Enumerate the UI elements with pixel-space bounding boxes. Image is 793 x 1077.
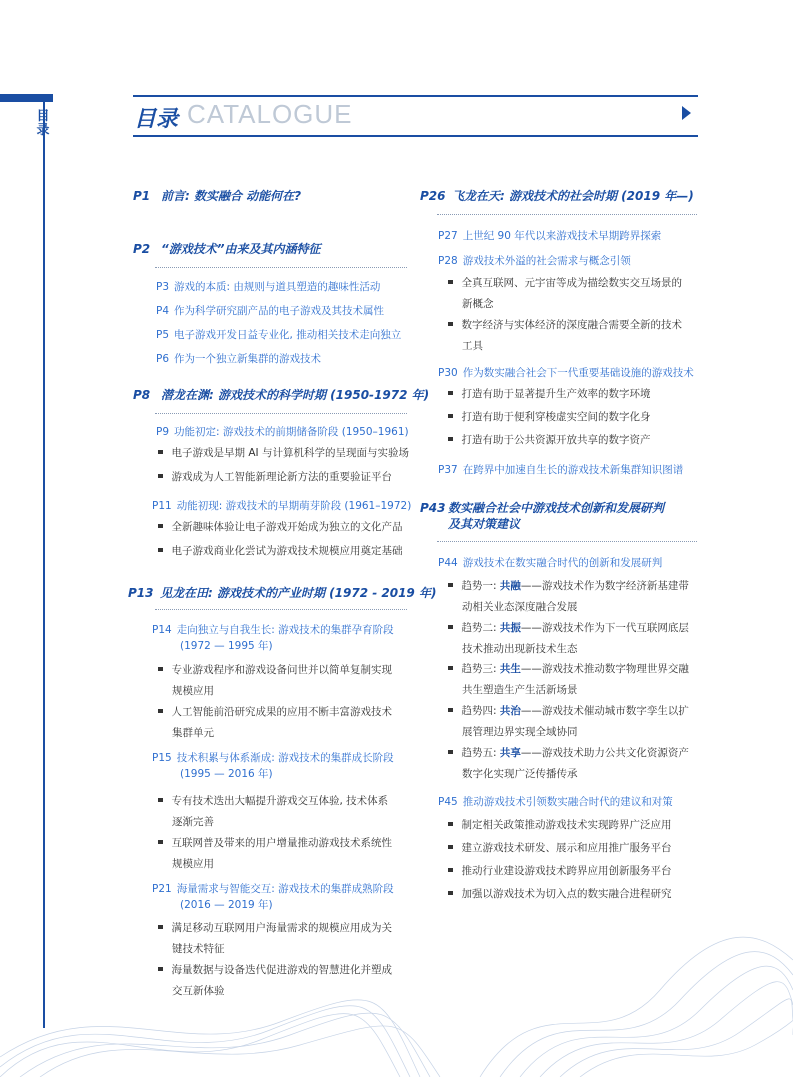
toc-title: 飞龙在天: 游戏技术的社会时期 (2019 年—) [452,189,694,203]
toc-trend: 趋势五: 共享——游戏技术助力公共文化资源资产 数字化实现广泛传播传承 [448,743,689,785]
toc-bullet: 建立游戏技术研发、展示和应用推广服务平台 [448,838,672,859]
toc-subitem[interactable]: P28 游戏技术外溢的社会需求与概念引领 [438,255,631,267]
toc-subitem[interactable]: P6 作为一个独立新集群的游戏技术 [156,353,322,365]
toc-bullet: 人工智能前沿研究成果的应用不断丰富游戏技术 集群单元 [158,702,392,744]
toc-bullet: 打造有助于显著提升生产效率的数字环境 [448,384,651,405]
toc-years: (2016 — 2019 年) [180,899,273,911]
toc-years: (1972 — 1995 年) [180,640,273,652]
toc-bullet: 海量数据与设备迭代促进游戏的智慧进化并塑成 交互新体验 [158,960,392,1002]
page-subtitle: CATALOGUE [187,99,353,129]
toc-subitem[interactable]: P27 上世纪 90 年代以来游戏技术早期跨界探索 [438,230,662,242]
toc-bullet: 电子游戏商业化尝试为游戏技术规模应用奠定基础 [158,541,403,562]
page-title: 目录 [134,107,179,132]
toc-bullet: 打造有助于公共资源开放共享的数字资产 [448,430,651,451]
toc-bullet: 打造有助于便利穿梭虚实空间的数字化身 [448,407,651,428]
toc-bullet: 全新趣味体验让电子游戏开始成为独立的文化产品 [158,517,403,538]
toc-subitem[interactable]: P5 电子游戏开发日益专业化, 推动相关技术走向独立 [156,329,402,341]
toc-subitem[interactable]: P30 作为数实融合社会下一代重要基础设施的游戏技术 [438,367,694,379]
sidebar-label: 目录 [36,109,50,138]
toc-page: P43 [420,501,446,515]
toc-years: (1995 — 2016 年) [180,768,273,780]
toc-trend: 趋势四: 共治——游戏技术催动城市数字孪生以扩 展管理边界实现全域协同 [448,701,689,743]
toc-subitem[interactable]: P11 动能初现: 游戏技术的早期萌芽阶段 (1961–1972) [152,500,412,512]
toc-page: P26 [420,189,446,203]
toc-subitem[interactable]: P3 游戏的本质: 由规则与道具塑造的趣味性活动 [156,281,381,293]
toc-title: 数实融合社会中游戏技术创新和发展研判 [448,501,665,515]
toc-bullet: 推动行业建设游戏技术跨界应用创新服务平台 [448,861,672,882]
toc-trend: 趋势二: 共振——游戏技术作为下一代互联网底层 技术推动出现新技术生态 [448,618,689,660]
toc-page: P2 [133,242,151,256]
toc-title: 见龙在田: 游戏技术的产业时期 (1972 - 2019 年) [160,586,437,600]
toc-title: 前言: 数实融合 动能何在? [161,189,302,203]
toc-subitem[interactable]: P4 作为科学研究副产品的电子游戏及其技术属性 [156,305,385,317]
toc-page: P1 [133,189,151,203]
toc-page: P13 [128,586,154,600]
toc-subitem[interactable]: P14 走向独立与自我生长: 游戏技术的集群孕育阶段 [152,624,394,636]
toc-subitem[interactable]: P37 在跨界中加速自生长的游戏技术新集群知识图谱 [438,464,684,476]
toc-bullet: 游戏成为人工智能新理论新方法的重要验证平台 [158,467,392,488]
toc-bullet: 专有技术迭出大幅提升游戏交互体验, 技术体系 逐渐完善 [158,791,388,833]
toc-section-title-cont: 及其对策建议 [448,517,521,531]
toc-subitem[interactable]: P21 海量需求与智能交互: 游戏技术的集群成熟阶段 [152,883,394,895]
toc-bullet: 全真互联网、元宇宙等成为描绘数实交互场景的 新概念 [448,273,682,315]
toc-bullet: 互联网普及带来的用户增量推动游戏技术系统性 规模应用 [158,833,392,875]
toc-page: P8 [133,388,151,402]
toc-trend: 趋势三: 共生——游戏技术推动数字物理世界交融 共生塑造生产生活新场景 [448,659,689,701]
toc-bullet: 电子游戏是早期 AI 与计算机科学的呈现面与实验场 [158,443,409,464]
toc-bullet: 专业游戏程序和游戏设备问世并以简单复制实现 规模应用 [158,660,392,702]
toc-bullet: 满足移动互联网用户海量需求的规模应用成为关 键技术特征 [158,918,392,960]
toc-subitem[interactable]: P45 推动游戏技术引领数实融合时代的建议和对策 [438,796,673,808]
toc-bullet: 制定相关政策推动游戏技术实现跨界广泛应用 [448,815,672,836]
toc-subitem[interactable]: P44 游戏技术在数实融合时代的创新和发展研判 [438,557,663,569]
toc-title: “游戏技术”由来及其内涵特征 [161,242,321,256]
toc-bullet: 加强以游戏技术为切入点的数实融合进程研究 [448,884,672,905]
toc-subitem[interactable]: P9 功能初定: 游戏技术的前期储备阶段 (1950–1961) [156,426,409,438]
toc-title: 潜龙在渊: 游戏技术的科学时期 (1950-1972 年) [161,388,430,402]
toc-subitem[interactable]: P15 技术积累与体系渐成: 游戏技术的集群成长阶段 [152,752,394,764]
toc-trend: 趋势一: 共融——游戏技术作为数字经济新基建带 动相关业态深度融合发展 [448,576,689,618]
toc-bullet: 数字经济与实体经济的深度融合需要全新的技术 工具 [448,315,682,357]
